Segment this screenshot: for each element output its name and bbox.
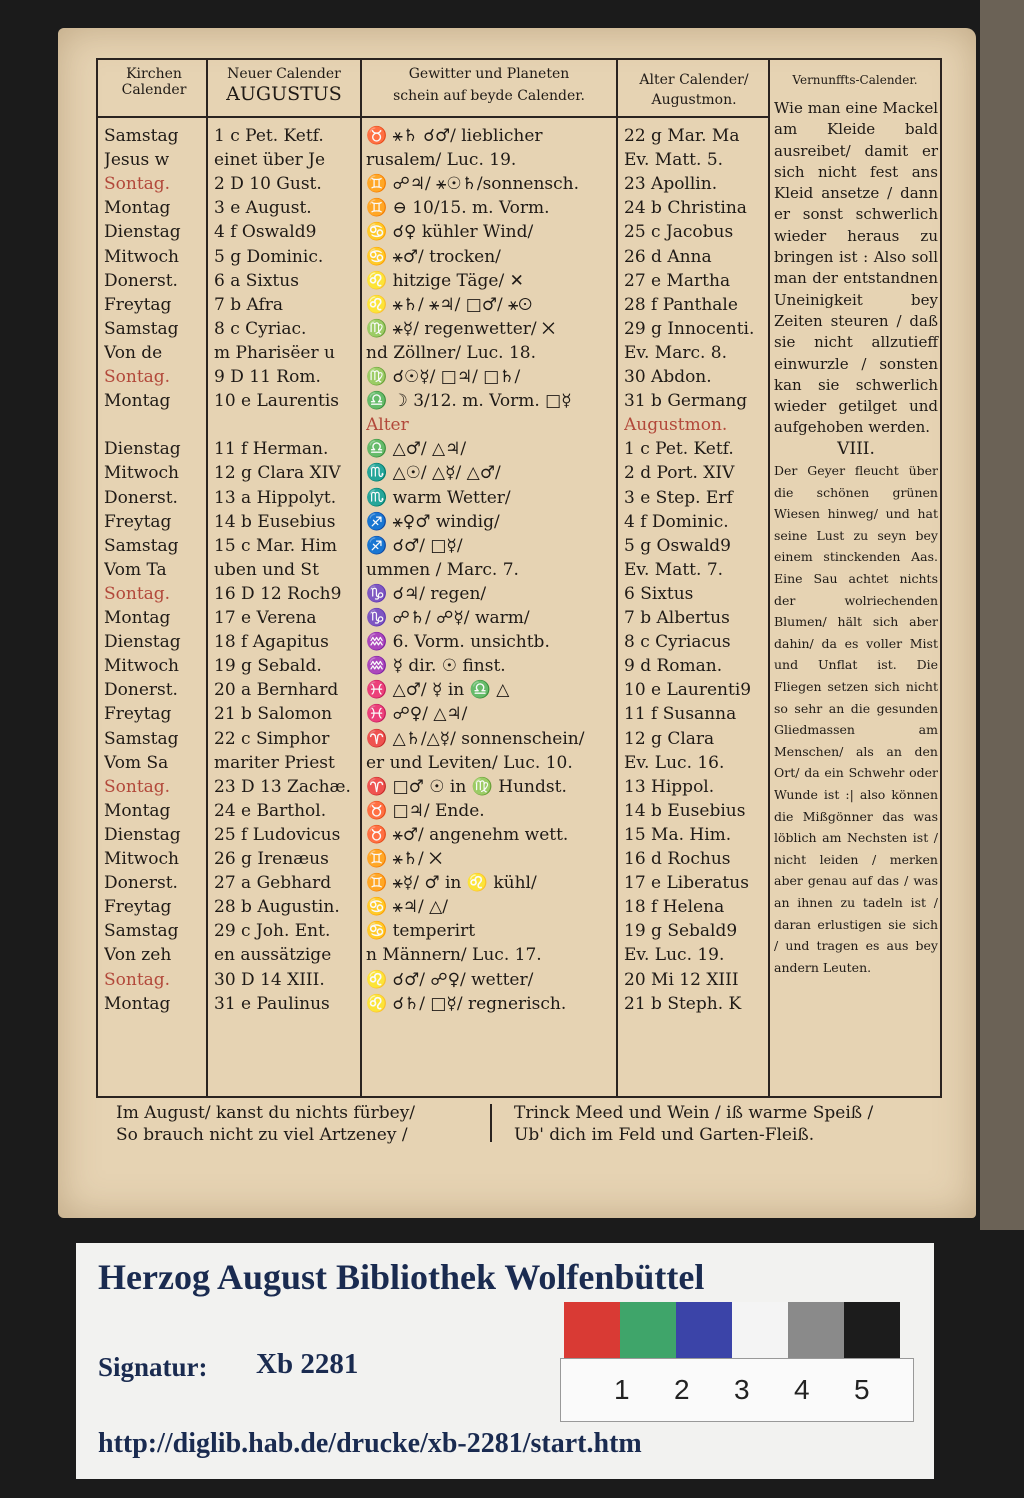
cell-c3: ♏ warm Wetter/ bbox=[366, 487, 511, 508]
cell-c3: er und Leviten/ Luc. 10. bbox=[366, 752, 573, 773]
footer-right-line1: Trinck Meed und Wein / iß warme Speiß / bbox=[514, 1103, 874, 1123]
moral-text bbox=[774, 98, 938, 978]
signatur-value: Xb 2281 bbox=[256, 1348, 359, 1380]
cell-c3: ♏ △☉/ △☿/ △♂/ bbox=[366, 463, 501, 484]
cell-c1: Mitwoch bbox=[104, 849, 179, 869]
color-swatch-green bbox=[620, 1302, 676, 1358]
cell-c1: Sontag. bbox=[104, 583, 171, 604]
cell-c4: 14 b Eusebius bbox=[624, 800, 746, 821]
cell-c3: ♍ ☌☉☿/ □♃/ □♄/ bbox=[366, 367, 521, 387]
cell-c1: Mitwoch bbox=[104, 246, 179, 267]
cell-c3: ♋ ☌♀ kühler Wind/ bbox=[366, 222, 534, 243]
cell-c4: 28 f Panthale bbox=[624, 294, 738, 315]
cell-c4: 31 b Germang bbox=[624, 391, 748, 412]
cell-c1: Sontag. bbox=[104, 174, 171, 195]
cell-c4: 6 Sixtus bbox=[624, 583, 694, 604]
cell-c1: Freytag bbox=[104, 704, 172, 725]
cell-c4: 1 c Pet. Ketf. bbox=[624, 439, 734, 460]
cell-c2: 26 g Irenæus bbox=[214, 849, 329, 869]
cell-c2: 2 D 10 Gust. bbox=[214, 174, 322, 195]
cell-c4: 13 Hippol. bbox=[624, 776, 715, 797]
cell-c1: Sontag. bbox=[104, 969, 171, 990]
cell-c2: 23 D 13 Zachæ. bbox=[214, 776, 351, 797]
cell-c2: 1 c Pet. Ketf. bbox=[214, 126, 324, 146]
cell-c2: 25 f Ludovicus bbox=[214, 824, 341, 845]
cell-c2: 5 g Dominic. bbox=[214, 246, 324, 267]
cell-c4: 2 d Port. XIV bbox=[624, 463, 735, 484]
cell-c2: 22 c Simphor bbox=[214, 728, 330, 749]
cell-c1: Mitwoch bbox=[104, 656, 179, 677]
cell-c2: 11 f Herman. bbox=[214, 439, 329, 460]
library-name: Herzog August Bibliothek Wolfenbüttel bbox=[98, 1257, 705, 1297]
footer-right bbox=[514, 1102, 934, 1146]
cell-c2: 7 b Afra bbox=[214, 294, 284, 315]
cell-c4: 16 d Rochus bbox=[624, 849, 731, 869]
cell-c2: 15 c Mar. Him bbox=[214, 535, 337, 556]
cell-c4: 15 Ma. Him. bbox=[624, 824, 732, 845]
cell-c1: Sontag. bbox=[104, 776, 171, 797]
cell-c4: 9 d Roman. bbox=[624, 656, 723, 677]
cell-c4: Ev. Matt. 7. bbox=[624, 559, 724, 580]
cell-c2: 6 a Sixtus bbox=[214, 270, 299, 291]
ruler-number: 3 bbox=[734, 1374, 750, 1405]
cell-c1: Dienstag bbox=[104, 824, 181, 845]
cell-c4: 25 c Jacobus bbox=[624, 222, 734, 243]
cell-c3: ♌ ☌♂/ ☍♀/ wetter/ bbox=[366, 969, 534, 990]
cell-c1: Donerst. bbox=[104, 270, 178, 291]
cell-c1: Dienstag bbox=[104, 222, 181, 243]
cell-c1: Montag bbox=[104, 198, 171, 219]
cell-c3: ♊ ⚹☿/ ♂ in ♌ kühl/ bbox=[366, 873, 537, 894]
cell-c2: 19 g Sebald. bbox=[214, 656, 322, 677]
cell-c1: Samstag bbox=[104, 921, 179, 942]
cell-c2: 18 f Agapitus bbox=[214, 632, 329, 653]
cell-c3: ♓ ☍♀/ △♃/ bbox=[366, 704, 468, 725]
header-month: AUGUSTUS bbox=[226, 83, 342, 105]
moral-text-bottom: Der Geyer fleucht über die schönen grünen Wiesen hinweg/ und hat seine Lust zu seyn bey einem stinckenden Aas. Eine Sau achtet nichts der wolriechenden Blumen/ hält sich aber dahin/ da es voller Mist und Unflat ist. Die Fliegen setzen sich nicht so sehr an die gesunden Gliedmassen am Menschen/ als an den Ort/ da ein Schwehr oder Wunde ist :| also können die Mißgönner das was löblich am Nechsten ist / nicht leiden / merken aber genau auf das / was an ihnen zu tadeln ist / daran erlustigen sie sich / und tragen es aus bey andern Leuten. bbox=[774, 463, 938, 975]
cell-c1: Freytag bbox=[104, 897, 172, 918]
footer-divider bbox=[490, 1104, 492, 1142]
cell-c4: Augustmon. bbox=[624, 415, 728, 436]
cell-c3: ♌ hitzige Täge/ ✕ bbox=[366, 270, 524, 291]
cell-c2: 21 b Salomon bbox=[214, 704, 333, 725]
header-gewitter-sub: schein auf beyde Calender. bbox=[393, 88, 585, 104]
cell-c1: Vom Ta bbox=[104, 559, 167, 580]
cell-c4: 10 e Laurenti9 bbox=[624, 680, 752, 701]
cell-c4: 17 e Liberatus bbox=[624, 873, 749, 894]
cell-c2: en aussätzige bbox=[214, 945, 332, 966]
cell-c4: Ev. Luc. 19. bbox=[624, 945, 725, 966]
color-swatch-black bbox=[844, 1302, 900, 1358]
cell-c2: 10 e Laurentis bbox=[214, 391, 340, 412]
color-swatch-blue bbox=[676, 1302, 732, 1358]
cell-c4: 8 c Cyriacus bbox=[624, 632, 731, 653]
cell-c1: Montag bbox=[104, 993, 171, 1014]
footer-left bbox=[116, 1102, 476, 1146]
cell-c1: Montag bbox=[104, 391, 171, 412]
cell-c1: Mitwoch bbox=[104, 463, 179, 484]
column-divider bbox=[206, 58, 208, 1098]
cell-c4: 7 b Albertus bbox=[624, 608, 730, 628]
cell-c4: 22 g Mar. Ma bbox=[624, 126, 740, 146]
cell-c1: Vom Sa bbox=[104, 752, 169, 773]
cell-c3: ♐ ☌♂/ □☿/ bbox=[366, 535, 463, 556]
cell-c3: ummen / Marc. 7. bbox=[366, 559, 519, 580]
cell-c4: 19 g Sebald9 bbox=[624, 921, 738, 942]
cell-c1: Donerst. bbox=[104, 487, 178, 508]
column-divider bbox=[768, 58, 770, 1098]
cell-c4: Ev. Marc. 8. bbox=[624, 342, 728, 363]
cell-c1: Samstag bbox=[104, 126, 179, 146]
cell-c3: ♒ 6. Vorm. unsichtb. bbox=[366, 632, 550, 653]
cell-c3: ♈ △♄/△☿/ sonnenschein/ bbox=[366, 728, 585, 749]
cell-c3: ♑ ☌♃/ regen/ bbox=[366, 583, 487, 604]
cell-c3: ♎ △♂/ △♃/ bbox=[366, 439, 467, 460]
footer-left-line2: So brauch nicht zu viel Artzeney / bbox=[116, 1125, 408, 1145]
cell-c1: Dienstag bbox=[104, 632, 181, 653]
cell-c3: nd Zöllner/ Luc. 18. bbox=[366, 342, 537, 363]
cell-c1: Samstag bbox=[104, 535, 179, 556]
cell-c1: Donerst. bbox=[104, 873, 178, 894]
cell-c3: ♉ □♃/ Ende. bbox=[366, 800, 485, 821]
color-swatch-red bbox=[564, 1302, 620, 1358]
cell-c2: 29 c Joh. Ent. bbox=[214, 921, 331, 942]
cell-c3: ♉ ⚹♄ ☌♂/ lieblicher bbox=[366, 126, 543, 146]
cell-c4: 29 g Innocenti. bbox=[624, 318, 755, 339]
header-alter-calender: Alter Calender/ bbox=[639, 72, 749, 88]
cell-c3: ♋ temperirt bbox=[366, 921, 476, 942]
cell-c3: ♊ ⚹♄/ ✕ bbox=[366, 849, 443, 869]
column-divider bbox=[360, 58, 362, 1098]
cell-c1: Samstag bbox=[104, 318, 179, 339]
cell-c4: 5 g Oswald9 bbox=[624, 535, 731, 556]
cell-c2: 31 e Paulinus bbox=[214, 993, 330, 1014]
cell-c2: 27 a Gebhard bbox=[214, 873, 332, 894]
cell-c2: 17 e Verena bbox=[214, 608, 317, 628]
cell-c2: 3 e August. bbox=[214, 198, 312, 219]
cell-c4: Ev. Matt. 5. bbox=[624, 150, 724, 171]
cell-c1: Von zeh bbox=[104, 945, 172, 966]
column-divider bbox=[616, 58, 618, 1098]
library-url[interactable]: http://diglib.hab.de/drucke/xb-2281/start.htm bbox=[98, 1428, 642, 1459]
cell-c1: Jesus w bbox=[104, 150, 170, 171]
header-gewitter: Gewitter und Planeten bbox=[408, 66, 570, 82]
cell-c1: Montag bbox=[104, 800, 171, 821]
cell-c2: einet über Je bbox=[214, 150, 326, 171]
cell-c3: ♊ ☍♃/ ⚹☉♄/sonnensch. bbox=[366, 174, 580, 195]
cell-c1: Sontag. bbox=[104, 367, 171, 387]
cell-c1: Donerst. bbox=[104, 680, 178, 701]
color-swatch-white bbox=[732, 1302, 788, 1358]
cell-c1: Montag bbox=[104, 608, 171, 628]
cell-c3: ♈ □♂ ☉ in ♍ Hundst. bbox=[366, 776, 567, 797]
cell-c4: 3 e Step. Erf bbox=[624, 487, 733, 508]
cell-c2: 12 g Clara XIV bbox=[214, 463, 341, 484]
cell-c2: 8 c Cyriac. bbox=[214, 318, 307, 339]
cell-c1: Samstag bbox=[104, 728, 179, 749]
ruler-number: 5 bbox=[854, 1374, 870, 1405]
footer-left-line1: Im August/ kanst du nichts fürbey/ bbox=[116, 1103, 416, 1123]
cell-c2: 9 D 11 Rom. bbox=[214, 367, 321, 387]
cell-c3: ♐ ⚹♀♂ windig/ bbox=[366, 511, 500, 532]
cell-c2: mariter Priest bbox=[214, 752, 335, 773]
cell-c2: 14 b Eusebius bbox=[214, 511, 336, 532]
ruler-number: 1 bbox=[614, 1374, 630, 1405]
cell-c4: 11 f Susanna bbox=[624, 704, 737, 725]
cell-c1: Freytag bbox=[104, 511, 172, 532]
cell-c3: rusalem/ Luc. 19. bbox=[366, 150, 517, 171]
cell-c4: 23 Apollin. bbox=[624, 174, 718, 195]
cell-c4: 27 e Martha bbox=[624, 270, 731, 291]
cell-c2: m Pharisëer u bbox=[214, 342, 335, 363]
header-kirchen-calender: Kirchen Calender bbox=[121, 66, 187, 98]
cell-c2 bbox=[214, 413, 358, 437]
ruler-number: 2 bbox=[674, 1374, 690, 1405]
cell-c3: n Männern/ Luc. 17. bbox=[366, 945, 542, 966]
footer-right-line2: Ub' dich im Feld und Garten-Fleiß. bbox=[514, 1125, 815, 1145]
cell-c1 bbox=[104, 413, 204, 437]
adjacent-page-edge bbox=[980, 0, 1024, 1230]
cell-c3: ♎ ☽ 3/12. m. Vorm. □☿ bbox=[366, 391, 572, 412]
cell-c4: 26 d Anna bbox=[624, 246, 712, 267]
cell-c2: 30 D 14 XIII. bbox=[214, 969, 325, 990]
cell-c1: Dienstag bbox=[104, 439, 181, 460]
cell-c4: 12 g Clara bbox=[624, 728, 715, 749]
cell-c3: ♑ ☍♄/ ☍☿/ warm/ bbox=[366, 608, 530, 628]
calendar-footer bbox=[104, 1098, 940, 1148]
cell-c4: 24 b Christina bbox=[624, 198, 747, 219]
cell-c4: 4 f Dominic. bbox=[624, 511, 729, 532]
cell-c2: 24 e Barthol. bbox=[214, 800, 327, 821]
cell-c4: 30 Abdon. bbox=[624, 367, 712, 387]
cell-c2: 28 b Augustin. bbox=[214, 897, 340, 918]
cell-c1: Von de bbox=[104, 342, 163, 363]
moral-text-top: Wie man eine Mackel am Kleide bald ausreibet/ damit er sich nicht fest ans Kleid ansetze / dann er sonst schwerlich wieder heraus zu bringen ist : Also soll man der entstandnen Uneinigkeit bey Zeiten steuren / daß sie nicht allzutieff einwurzle / sonsten kan sie schwerlich wieder getilget und aufgehoben werden. bbox=[774, 99, 938, 437]
header-augustmon: Augustmon. bbox=[651, 92, 737, 108]
cell-c2: 20 a Bernhard bbox=[214, 680, 339, 701]
ruler-number: 4 bbox=[794, 1374, 810, 1405]
header-neuer-calender: Neuer Calender bbox=[227, 66, 341, 82]
cell-c3: ♌ ☌♄/ □☿/ regnerisch. bbox=[366, 993, 567, 1014]
cell-c3: ♌ ⚹♄/ ⚹♃/ □♂/ ⚹☉ bbox=[366, 294, 532, 315]
signatur-label: Signatur: bbox=[98, 1352, 208, 1382]
cell-c3: ♉ ⚹♂/ angenehm wett. bbox=[366, 824, 569, 845]
header-rule bbox=[96, 116, 768, 118]
cell-c2: 13 a Hippolyt. bbox=[214, 487, 337, 508]
cell-c3: ♊ ⊖ 10/15. m. Vorm. bbox=[366, 198, 550, 219]
header-vernunffts: Vernunffts-Calender. bbox=[792, 73, 918, 87]
section-number: VIII. bbox=[837, 438, 875, 459]
cell-c2: 16 D 12 Roch9 bbox=[214, 583, 342, 604]
cell-c3: ♋ ⚹♃/ △/ bbox=[366, 897, 448, 918]
cell-c4: 21 b Steph. K bbox=[624, 993, 742, 1014]
color-swatch-gray bbox=[788, 1302, 844, 1358]
cell-c3: ♍ ⚹☿/ regenwetter/ ✕ bbox=[366, 318, 555, 339]
cell-c1: Freytag bbox=[104, 294, 172, 315]
cell-c2: 4 f Oswald9 bbox=[214, 222, 317, 243]
cell-c4: 20 Mi 12 XIII bbox=[624, 969, 739, 990]
cell-c2: uben und St bbox=[214, 559, 319, 580]
cell-c3: ♋ ⚹♂/ trocken/ bbox=[366, 246, 501, 267]
cell-c3: Alter bbox=[366, 415, 409, 436]
cell-c4: 18 f Helena bbox=[624, 897, 725, 918]
cell-c4: Ev. Luc. 16. bbox=[624, 752, 725, 773]
cell-c3: ♒ ☿ dir. ☉ finst. bbox=[366, 656, 506, 677]
cell-c3: ♓ △♂/ ☿ in ♎ △ bbox=[366, 680, 510, 701]
